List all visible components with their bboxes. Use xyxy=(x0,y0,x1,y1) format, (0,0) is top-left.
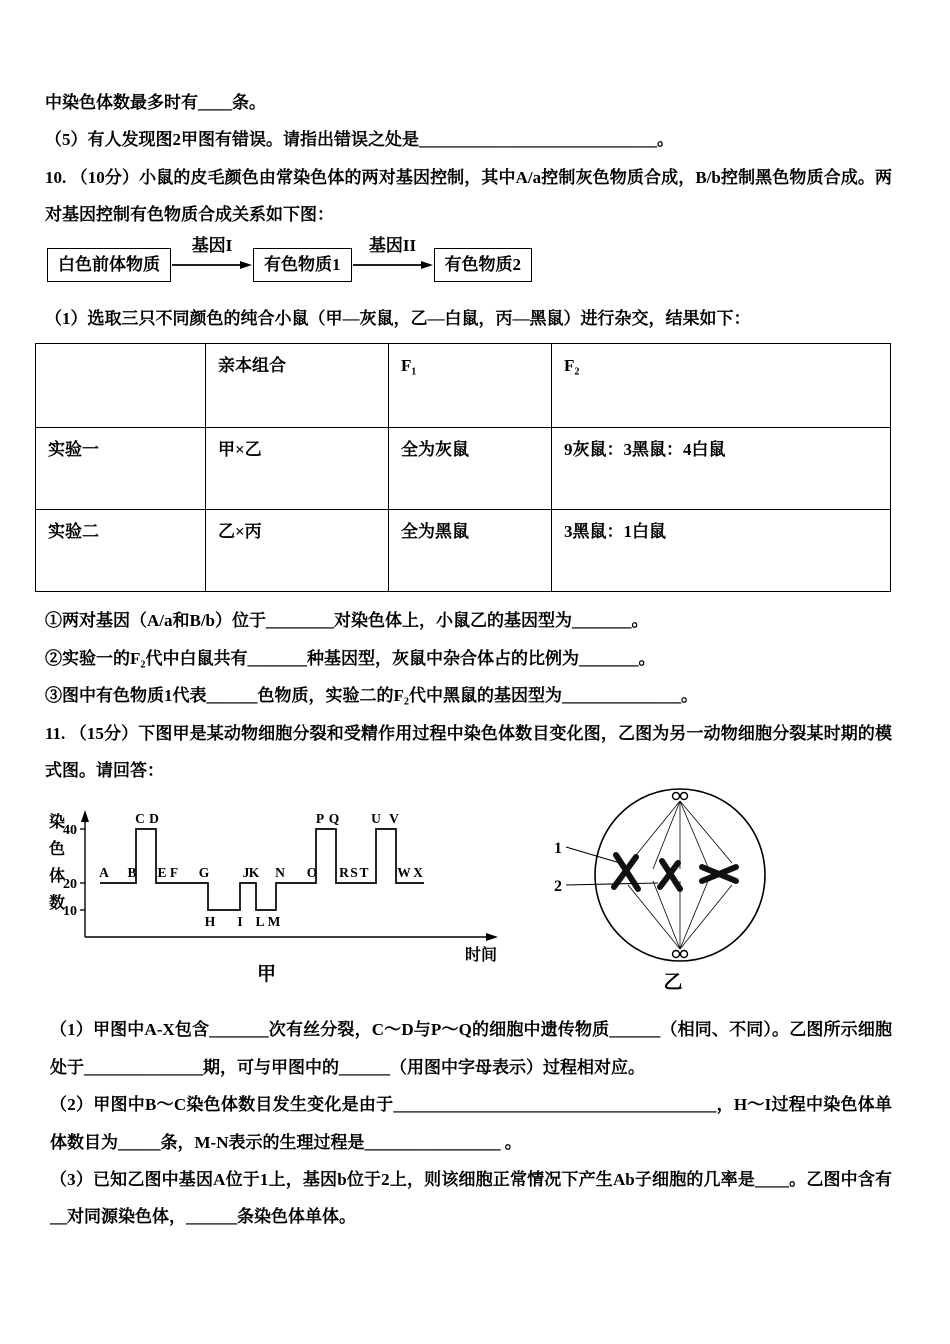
question-10-stem: 10. （10分）小鼠的皮毛颜色由常染色体的两对基因控制，其中A/a控制灰色物质合成，B/b控制黑色物质合成。两对基因控制有色物质合成关系如下图： xyxy=(45,167,892,225)
svg-text:R: R xyxy=(339,865,349,881)
arrow-right-icon xyxy=(172,258,252,270)
table-header-f1: F₁ xyxy=(389,344,552,428)
question-10-item-3: ③图中有色物质1代表______色物质，实验二的F₂代中黑鼠的基因型为______________。 xyxy=(45,686,698,706)
cell-exp1-parents: 甲×乙 xyxy=(206,428,389,510)
figure-label-yi: 乙 xyxy=(663,972,683,994)
question-5-line: （5）有人发现图2甲图有错误。请指出错误之处是____________________________。 xyxy=(45,130,674,150)
cell-exp1-f2: 9灰鼠：3黑鼠：4白鼠 xyxy=(552,428,891,510)
table-row-experiment1 xyxy=(36,428,891,510)
question-10-item-1: ①两对基因（A/a和B/b）位于________对染色体上，小鼠乙的基因型为_______。 xyxy=(45,611,649,631)
svg-text:O: O xyxy=(306,865,318,881)
svg-text:时间: 时间 xyxy=(465,947,498,965)
svg-text:J: J xyxy=(242,865,250,881)
gene2-label: 基因II xyxy=(368,236,417,256)
table-header-parents: 亲本组合 xyxy=(206,344,389,428)
svg-text:10: 10 xyxy=(63,904,77,920)
pigment-flow-diagram xyxy=(47,236,892,283)
question-10-item-2: ②实验一的F₂代中白鼠共有_______种基因型，灰鼠中杂合体占的比例为_______。 xyxy=(45,648,656,668)
gene1-label: 基因I xyxy=(191,236,233,256)
svg-text:P: P xyxy=(315,811,325,827)
svg-text:M: M xyxy=(267,914,281,930)
flow-box-precursor: 白色前体物质 xyxy=(47,248,171,283)
cell-exp1-f1: 全为灰鼠 xyxy=(389,428,552,510)
question-10-sub1-intro: （1）选取三只不同颜色的纯合小鼠（甲—灰鼠，乙—白鼠，丙—黑鼠）进行杂交，结果如下： xyxy=(45,309,751,329)
leader-line-1 xyxy=(566,847,620,863)
question-continuation-line: 中染色体数最多时有____条。 xyxy=(45,93,266,112)
question-11-sub2: （2）甲图中B～C染色体数目发生变化是由于______________________________________，H～I过程中染色体单体数目为_____条，M-N表示的生理过程是________________ 。 xyxy=(50,1095,892,1152)
svg-text:U: U xyxy=(371,811,381,827)
flow-box-pigment1: 有色物质1 xyxy=(253,248,352,283)
question-11-stem: 11. （15分）下图甲是某动物细胞分裂和受精作用过程中染色体数目变化图，乙图为另一动物细胞分裂某时期的模式图。请回答： xyxy=(45,723,892,781)
question-11-sub3: （3）已知乙图中基因A位于1上，基因b位于2上，则该细胞正常情况下产生Ab子细胞的几率是____。乙图中含有__对同源染色体，______条染色体单体。 xyxy=(50,1169,892,1227)
question-11-sub1: （1）甲图中A-X包含_______次有丝分裂，C～D与P～Q的细胞中遗传物质______（相同、不同）。乙图所示细胞处于______________期，可与甲图中的______（用图中字母表示）过程相对应。 xyxy=(50,1020,892,1077)
svg-text:20: 20 xyxy=(63,877,77,893)
figures-row xyxy=(45,797,892,997)
svg-text:色: 色 xyxy=(49,841,66,859)
svg-text:C: C xyxy=(135,811,145,827)
svg-text:L: L xyxy=(255,914,265,930)
table-header-f2: F₂ xyxy=(552,344,891,428)
svg-text:B: B xyxy=(127,865,137,881)
svg-text:F: F xyxy=(169,865,179,881)
svg-text:D: D xyxy=(149,811,159,827)
arrow-right-icon xyxy=(353,258,433,270)
flow-arrow-gene1 xyxy=(172,236,252,270)
cell-exp2-f2: 3黑鼠：1白鼠 xyxy=(552,510,891,592)
cell-exp1-name: 实验一 xyxy=(36,428,206,510)
cell-figure xyxy=(537,785,809,995)
table-header-row xyxy=(36,344,891,428)
svg-text:E: E xyxy=(157,865,167,881)
svg-text:X: X xyxy=(413,865,423,881)
table-row-experiment2 xyxy=(36,510,891,592)
chromosome-number-chart xyxy=(37,797,537,992)
cell-exp2-f1: 全为黑鼠 xyxy=(389,510,552,592)
svg-text:体: 体 xyxy=(49,868,66,886)
cell-exp2-parents: 乙×丙 xyxy=(206,510,389,592)
svg-text:W: W xyxy=(397,865,411,881)
svg-text:G: G xyxy=(198,865,210,881)
svg-text:Q: Q xyxy=(328,811,340,827)
cell-division-diagram xyxy=(548,785,798,965)
svg-text:V: V xyxy=(389,811,399,827)
cell-exp2-name: 实验二 xyxy=(36,510,206,592)
svg-text:N: N xyxy=(275,865,285,881)
svg-text:K: K xyxy=(248,865,260,881)
svg-text:S: S xyxy=(350,865,358,881)
svg-text:数: 数 xyxy=(49,895,66,913)
svg-text:I: I xyxy=(237,914,243,930)
table-header-empty xyxy=(36,344,206,428)
svg-text:T: T xyxy=(359,865,369,881)
flow-arrow-gene2 xyxy=(353,236,433,270)
svg-text:A: A xyxy=(99,865,109,881)
svg-text:染: 染 xyxy=(49,814,66,832)
cross-results-table xyxy=(35,343,891,592)
svg-text:甲: 甲 xyxy=(257,964,277,986)
chromosome-label-1: 1 xyxy=(554,840,562,858)
svg-text:40: 40 xyxy=(63,823,77,839)
flow-box-pigment2: 有色物质2 xyxy=(434,248,533,283)
chromosome-label-2: 2 xyxy=(554,878,562,896)
svg-text:H: H xyxy=(204,914,216,930)
